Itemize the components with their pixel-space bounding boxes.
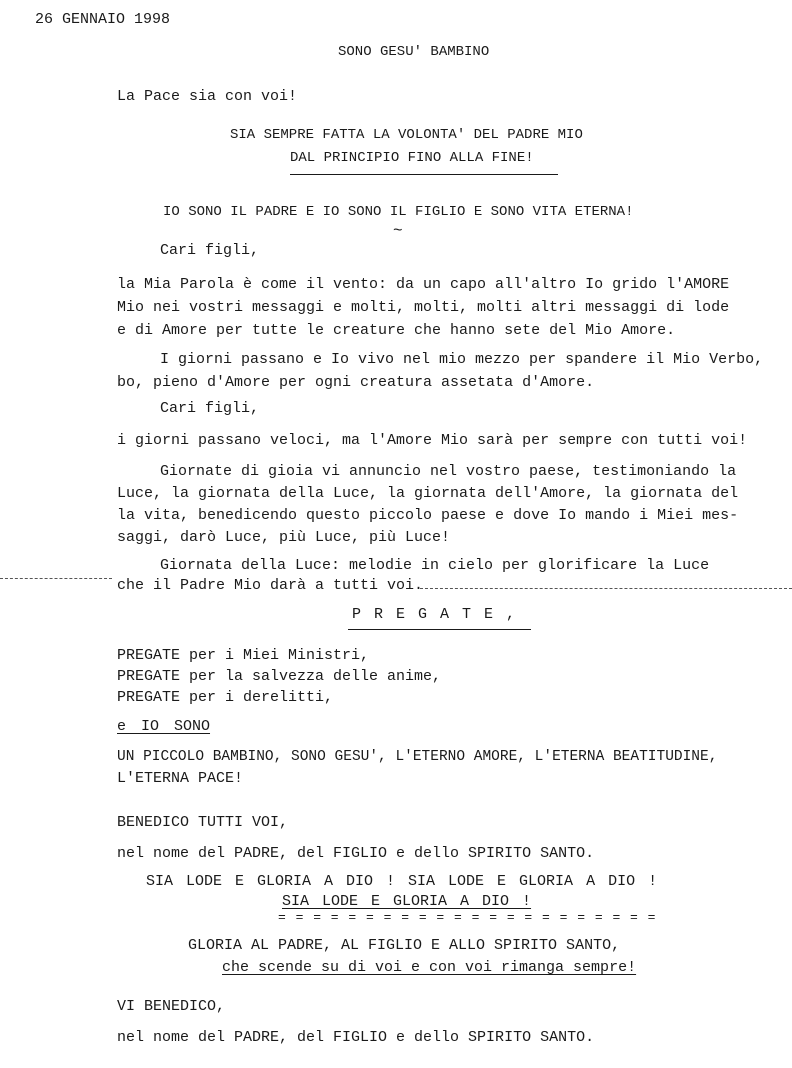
paragraph-1-line-3: e di Amore per tutte le creature che hanno sete del Mio Amore. [117,322,676,339]
paragraph-1-line-2: Mio nei vostri messaggi e molti, molti, molti altri messaggi di lode [117,299,730,316]
will-line-2: DAL PRINCIPIO FINO ALLA FINE! [290,150,534,166]
praise-rule: = = = = = = = = = = = = = = = = = = = = = = [278,910,657,925]
paragraph-4-line-4: saggi, darò Luce, più Luce, più Luce! [117,529,451,546]
paragraph-5-line-1: Giornata della Luce: melodie in cielo per glorificare la Luce [160,557,710,574]
declaration: IO SONO IL PADRE E IO SONO IL FIGLIO E SONO VITA ETERNA! [163,204,634,220]
prayer-line-1: PREGATE per i Miei Ministri, [117,647,370,664]
child-line-2: L'ETERNA PACE! [117,770,244,787]
io-sono: e IO SONO [117,718,211,735]
fold-line-left [0,578,112,579]
paragraph-1-line-1: la Mia Parola è come il vento: da un capo all'altro Io grido l'AMORE [117,276,730,293]
blessing-1: BENEDICO TUTTI VOI, [117,814,289,831]
salutation-2: Cari figli, [160,400,260,417]
document-title: SONO GESU' BAMBINO [338,44,490,60]
pray-heading: P R E G A T E , [352,606,518,623]
paragraph-2-line-1: I giorni passano e Io vivo nel mio mezzo per spandere il Mio Verbo, [160,351,764,368]
paragraph-4-line-2: Luce, la giornata della Luce, la giornata dell'Amore, la giornata del [117,485,739,502]
blessing-2: VI BENEDICO, [117,998,226,1015]
praise-line-1: SIA LODE E GLORIA A DIO ! SIA LODE E GLORIA A DIO ! [146,873,658,890]
document-date: 26 GENNAIO 1998 [35,11,171,28]
paragraph-4-line-3: la vita, benedicendo questo piccolo paese e dove Io mando i Miei mes- [117,507,739,524]
prayer-line-2: PREGATE per la salvezza delle anime, [117,668,442,685]
trinity-line-2: nel nome del PADRE, del FIGLIO e dello SPIRITO SANTO. [117,1029,595,1046]
prayer-line-3: PREGATE per i derelitti, [117,689,334,706]
tilde-mark: ~ [393,222,403,240]
fold-line-right [420,588,792,589]
trinity-line-1: nel nome del PADRE, del FIGLIO e dello SPIRITO SANTO. [117,845,595,862]
will-line-1: SIA SEMPRE FATTA LA VOLONTA' DEL PADRE MIO [230,127,583,143]
praise-line-2: SIA LODE E GLORIA A DIO ! [282,893,532,910]
paragraph-4-line-1: Giornate di gioia vi annuncio nel vostro paese, testimoniando la [160,463,737,480]
salutation-1: Cari figli, [160,242,260,259]
greeting: La Pace sia con voi! [117,88,298,105]
paragraph-3: i giorni passano veloci, ma l'Amore Mio sarà per sempre con tutti voi! [117,432,748,449]
will-underline [290,174,558,175]
paragraph-2-line-2: bo, pieno d'Amore per ogni creatura assetata d'Amore. [117,374,595,391]
gloria-line-2: che scende su di voi e con voi rimanga sempre! [222,959,637,976]
gloria-line-1: GLORIA AL PADRE, AL FIGLIO E ALLO SPIRITO SANTO, [188,937,621,954]
paragraph-5-line-2: che il Padre Mio darà a tutti voi. [117,577,424,594]
pray-heading-underline [348,629,531,630]
child-line-1: UN PICCOLO BAMBINO, SONO GESU', L'ETERNO AMORE, L'ETERNA BEATITUDINE, [117,749,718,765]
